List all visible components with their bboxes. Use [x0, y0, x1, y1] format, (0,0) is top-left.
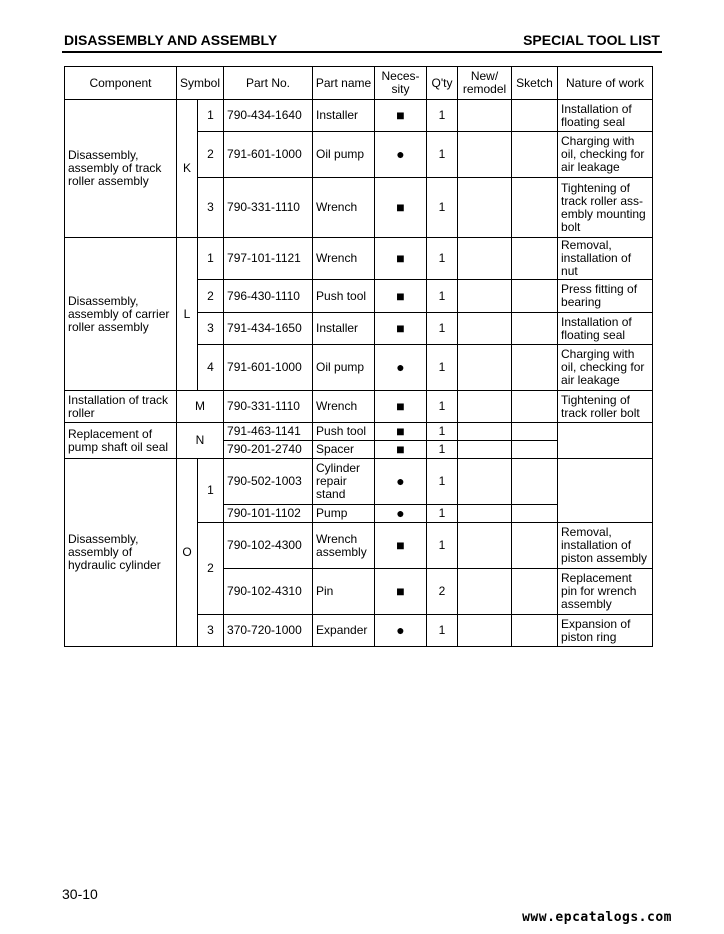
- component-cell: Installation of track roller: [65, 391, 177, 423]
- component-cell: Disassembly, assembly of carrier roller assembly: [65, 238, 177, 391]
- new-remodel-cell: [458, 569, 512, 615]
- column-header-part-no: Part No.: [224, 67, 313, 100]
- nature-of-work: Replacement pin for wrench assembly: [558, 569, 653, 615]
- nature-of-work: Removal, installation of piston assembly: [558, 523, 653, 569]
- special-tool-table: [64, 66, 653, 647]
- nature-of-work: Removal, installation of nut: [558, 238, 653, 280]
- necessity-mark: ■: [375, 280, 427, 313]
- part-number: 790-434-1640: [224, 100, 313, 132]
- necessity-mark: ■: [375, 313, 427, 345]
- table-row: [65, 391, 653, 423]
- necessity-mark: ●: [375, 459, 427, 505]
- part-name: Pin: [313, 569, 375, 615]
- new-remodel-cell: [458, 423, 512, 441]
- component-cell: Replacement of pump shaft oil seal: [65, 423, 177, 459]
- new-remodel-cell: [458, 132, 512, 178]
- part-number: 790-331-1110: [224, 178, 313, 238]
- table-header-row: [65, 67, 653, 100]
- item-number: 2: [198, 523, 224, 615]
- new-remodel-cell: [458, 615, 512, 647]
- sketch-cell: [512, 280, 558, 313]
- necessity-mark: ●: [375, 505, 427, 523]
- quantity: 1: [427, 615, 458, 647]
- nature-of-work: Expansion of piston ring: [558, 615, 653, 647]
- item-number: 4: [198, 345, 224, 391]
- part-name: Oil pump: [313, 345, 375, 391]
- part-name: Wrench: [313, 391, 375, 423]
- sketch-cell: [512, 505, 558, 523]
- nature-of-work: Press fitting of bearing: [558, 280, 653, 313]
- column-header-sketch: Sketch: [512, 67, 558, 100]
- nature-of-work: Installation of floating seal: [558, 100, 653, 132]
- item-number: 2: [198, 132, 224, 178]
- quantity: 1: [427, 459, 458, 505]
- table-row: [65, 423, 653, 441]
- part-name: Pump: [313, 505, 375, 523]
- new-remodel-cell: [458, 459, 512, 505]
- quantity: 1: [427, 238, 458, 280]
- part-number: 790-102-4310: [224, 569, 313, 615]
- table-row: [65, 100, 653, 132]
- part-name: Wrench: [313, 178, 375, 238]
- sketch-cell: [512, 423, 558, 441]
- necessity-mark: ■: [375, 391, 427, 423]
- symbol-cell: N: [177, 423, 224, 459]
- sketch-cell: [512, 313, 558, 345]
- new-remodel-cell: [458, 523, 512, 569]
- new-remodel-cell: [458, 313, 512, 345]
- quantity: 1: [427, 132, 458, 178]
- column-header-part-name: Part name: [313, 67, 375, 100]
- part-name: Push tool: [313, 280, 375, 313]
- part-name: Installer: [313, 313, 375, 345]
- column-header-symbol: Symbol: [177, 67, 224, 100]
- symbol-cell: L: [177, 238, 198, 391]
- table-row: [65, 459, 653, 505]
- column-header-component: Component: [65, 67, 177, 100]
- symbol-cell: M: [177, 391, 224, 423]
- symbol-cell: O: [177, 459, 198, 647]
- item-number: 3: [198, 178, 224, 238]
- new-remodel-cell: [458, 280, 512, 313]
- part-name: Spacer: [313, 441, 375, 459]
- watermark-link[interactable]: www.epcatalogs.com: [522, 910, 672, 925]
- sketch-cell: [512, 238, 558, 280]
- part-name: Cylinder repair stand: [313, 459, 375, 505]
- necessity-mark: ■: [375, 523, 427, 569]
- quantity: 1: [427, 178, 458, 238]
- quantity: 1: [427, 423, 458, 441]
- new-remodel-cell: [458, 100, 512, 132]
- quantity: 1: [427, 345, 458, 391]
- new-remodel-cell: [458, 345, 512, 391]
- new-remodel-cell: [458, 441, 512, 459]
- quantity: 1: [427, 100, 458, 132]
- new-remodel-cell: [458, 391, 512, 423]
- sketch-cell: [512, 459, 558, 505]
- part-name: Oil pump: [313, 132, 375, 178]
- column-header-qty: Q'ty: [427, 67, 458, 100]
- quantity: 1: [427, 391, 458, 423]
- quantity: 1: [427, 441, 458, 459]
- part-number: 370-720-1000: [224, 615, 313, 647]
- nature-of-work: Charging with oil, checking for air leakage: [558, 345, 653, 391]
- item-number: 2: [198, 280, 224, 313]
- nature-of-work: Charging with oil, checking for air leakage: [558, 132, 653, 178]
- necessity-mark: ■: [375, 100, 427, 132]
- component-cell: Disassembly, assembly of hydraulic cylinder: [65, 459, 177, 647]
- new-remodel-cell: [458, 238, 512, 280]
- item-number: 1: [198, 459, 224, 523]
- necessity-mark: ●: [375, 345, 427, 391]
- sketch-cell: [512, 345, 558, 391]
- sketch-cell: [512, 615, 558, 647]
- necessity-mark: ●: [375, 615, 427, 647]
- new-remodel-cell: [458, 178, 512, 238]
- header-divider: [62, 51, 662, 53]
- part-number: 797-101-1121: [224, 238, 313, 280]
- column-header-nature-of-work: Nature of work: [558, 67, 653, 100]
- sketch-cell: [512, 391, 558, 423]
- part-number: 791-601-1000: [224, 132, 313, 178]
- nature-of-work: Tightening of track roller bolt: [558, 391, 653, 423]
- part-name: Wrench: [313, 238, 375, 280]
- sketch-cell: [512, 178, 558, 238]
- necessity-mark: ■: [375, 441, 427, 459]
- item-number: 3: [198, 615, 224, 647]
- part-number: 791-463-1141: [224, 423, 313, 441]
- item-number: 1: [198, 100, 224, 132]
- sketch-cell: [512, 523, 558, 569]
- component-cell: Disassembly, assembly of track roller assembly: [65, 100, 177, 238]
- part-number: 796-430-1110: [224, 280, 313, 313]
- item-number: 1: [198, 238, 224, 280]
- part-number: 790-331-1110: [224, 391, 313, 423]
- part-name: Expander: [313, 615, 375, 647]
- page-number: 30-10: [62, 886, 98, 902]
- list-title: SPECIAL TOOL LIST: [523, 32, 660, 48]
- necessity-mark: ■: [375, 178, 427, 238]
- necessity-mark: ■: [375, 238, 427, 280]
- symbol-cell: K: [177, 100, 198, 238]
- necessity-mark: ■: [375, 423, 427, 441]
- nature-of-work: Tightening of track roller ass- embly mounting bolt: [558, 178, 653, 238]
- new-remodel-cell: [458, 505, 512, 523]
- column-header-necessity: Neces- sity: [375, 67, 427, 100]
- part-name: Wrench assembly: [313, 523, 375, 569]
- nature-of-work: [558, 459, 653, 523]
- item-number: 3: [198, 313, 224, 345]
- sketch-cell: [512, 100, 558, 132]
- column-header-new-remodel: New/ remodel: [458, 67, 512, 100]
- quantity: 1: [427, 280, 458, 313]
- necessity-mark: ●: [375, 132, 427, 178]
- nature-of-work: Installation of floating seal: [558, 313, 653, 345]
- part-number: 791-434-1650: [224, 313, 313, 345]
- part-number: 791-601-1000: [224, 345, 313, 391]
- necessity-mark: ■: [375, 569, 427, 615]
- part-number: 790-502-1003: [224, 459, 313, 505]
- quantity: 1: [427, 523, 458, 569]
- sketch-cell: [512, 569, 558, 615]
- part-number: 790-101-1102: [224, 505, 313, 523]
- quantity: 1: [427, 505, 458, 523]
- table-row: [65, 238, 653, 280]
- quantity: 1: [427, 313, 458, 345]
- quantity: 2: [427, 569, 458, 615]
- sketch-cell: [512, 132, 558, 178]
- section-title: DISASSEMBLY AND ASSEMBLY: [64, 32, 278, 48]
- sketch-cell: [512, 441, 558, 459]
- part-number: 790-201-2740: [224, 441, 313, 459]
- part-number: 790-102-4300: [224, 523, 313, 569]
- part-name: Installer: [313, 100, 375, 132]
- nature-of-work: [558, 423, 653, 459]
- part-name: Push tool: [313, 423, 375, 441]
